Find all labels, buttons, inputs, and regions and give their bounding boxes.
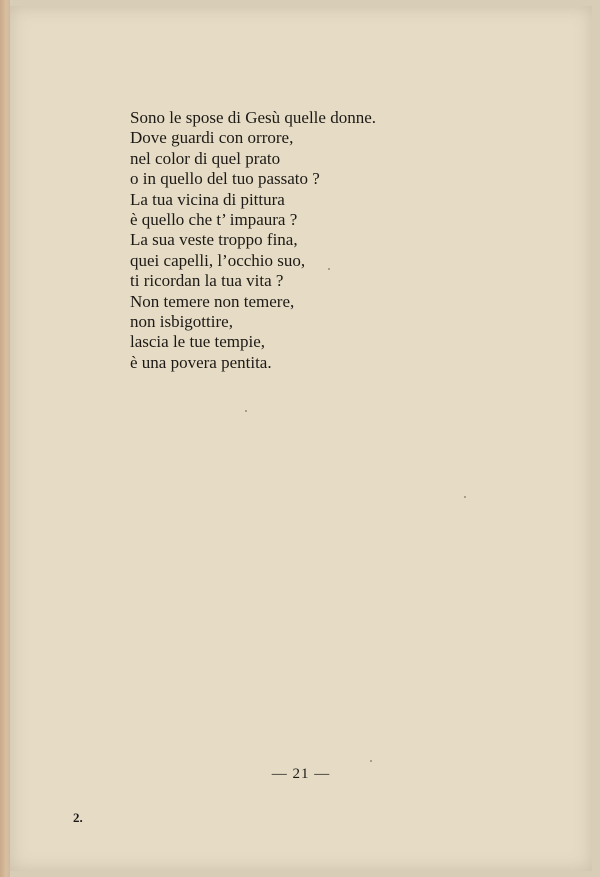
- paper-speck: [245, 410, 247, 412]
- poem-line: Sono le spose di Gesù quelle donne.: [130, 108, 376, 127]
- poem-line: nel color di quel prato: [130, 148, 281, 168]
- poem-line: La sua veste troppo fina,: [130, 230, 298, 250]
- poem-line: ti ricordan la tua vita ?: [130, 271, 284, 291]
- poem-line: o in quello del tuo passato ?: [130, 169, 320, 189]
- poem-text: [130, 108, 376, 373]
- paper-speck: [464, 496, 466, 498]
- signature-mark: 2.: [73, 810, 83, 825]
- poem-line: Dove guardi con orrore,: [130, 128, 294, 148]
- poem-line: La tua vicina di pittura: [130, 189, 285, 209]
- paper-speck: [370, 760, 372, 762]
- poem-line: è una povera pentita.: [130, 352, 272, 372]
- poem-line: è quello che t’ impaura ?: [130, 210, 298, 230]
- poem-line: quei capelli, l’occhio suo,: [130, 250, 306, 270]
- paper-speck: [328, 268, 330, 270]
- poem-line: non isbigottire,: [130, 312, 233, 332]
- book-spine-edge: [0, 0, 10, 877]
- poem-line: lascia le tue tempie,: [130, 332, 265, 352]
- page-number: — 21 —: [271, 766, 331, 782]
- book-page: [10, 6, 592, 871]
- poem-line: Non temere non temere,: [130, 291, 295, 311]
